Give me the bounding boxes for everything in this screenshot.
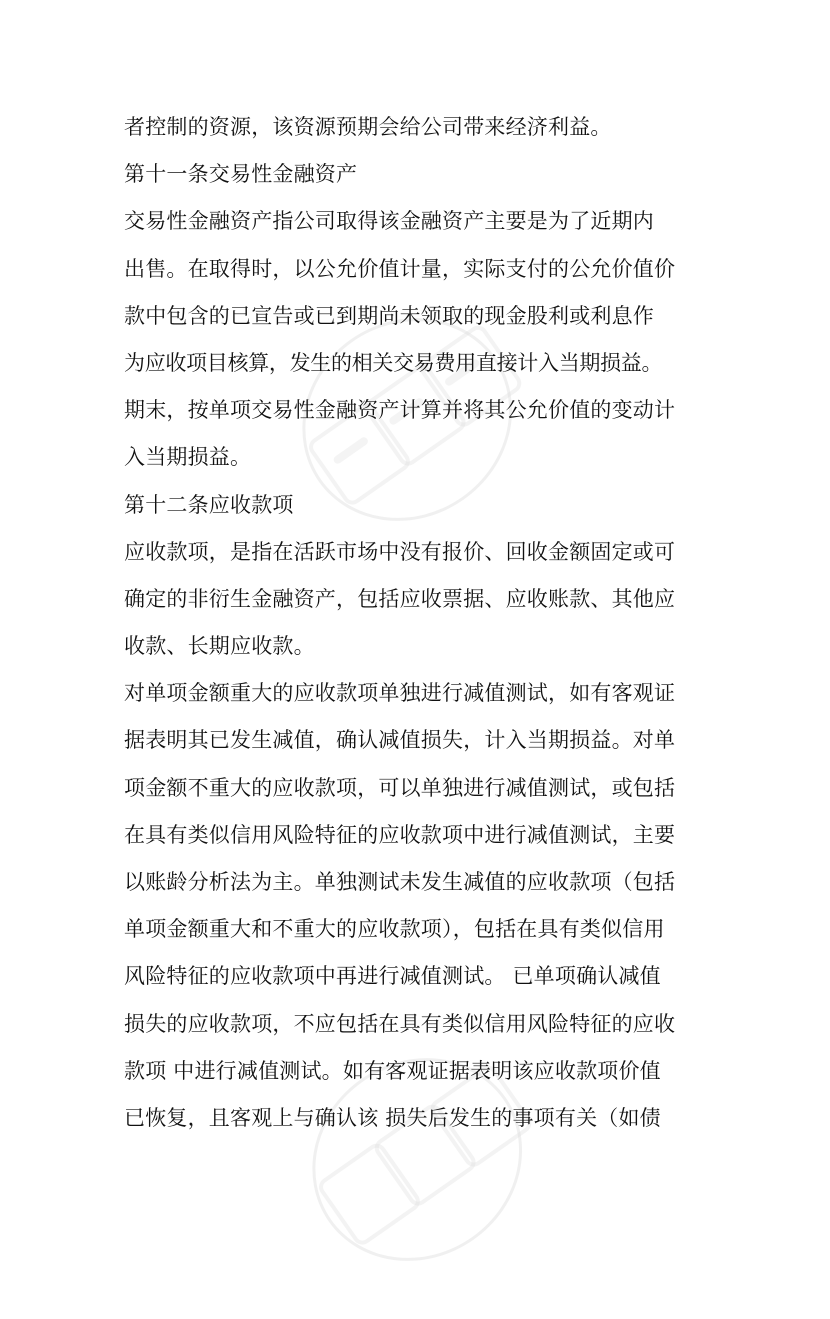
text-line-10: 应收款项，是指在活跃市场中没有报价、回收金额固定或可 (124, 539, 676, 564)
text-line-22: 已恢复，且客观上与确认该 损失后发生的事项有关（如债 (124, 1105, 661, 1130)
text-line-16: 在具有类似信用风险特征的应收款项中进行减值测试，主要 (124, 822, 676, 847)
text-line-18: 单项金额重大和不重大的应收款项），包括在具有类似信用 (124, 917, 665, 942)
watermark-glyph (315, 1140, 424, 1249)
text-line-3: 交易性金融资产指公司取得该金融资产主要是为了近期内 (124, 209, 654, 234)
text-line-12: 收款、长期应收款。 (124, 634, 315, 659)
text-line-21: 款项 中进行减值测试。如有客观证据表明该应收款项价值 (124, 1058, 661, 1083)
text-line-4: 出售。在取得时，以公允价值计量，实际支付的公允价值价 (124, 256, 676, 281)
text-line-6: 为应收项目核算，发生的相关交易费用直接计入当期损益。 (124, 350, 663, 375)
document-body (124, 104, 714, 1142)
text-line-17: 以账龄分析法为主。单独测试未发生减值的应收款项（包括 (124, 870, 676, 894)
text-line-8: 入当期损益。 (124, 445, 252, 470)
text-line-1: 者控制的资源，该资源预期会给公司带来经济利益。 (124, 115, 612, 139)
article-heading-11: 第十一条交易性金融资产 (124, 162, 358, 187)
text-line-20: 损失的应收款项，不应包括在具有类似信用风险特征的应收 (124, 1011, 676, 1036)
text-line-19: 风险特征的应收款项中再进行减值测试。 已单项确认减值 (124, 964, 661, 989)
text-line-5: 款中包含的已宣告或已到期尚未领取的现金股利或利息作 (124, 303, 654, 328)
text-line-15: 项金额不重大的应收款项，可以单独进行减值测试，或包括 (124, 775, 676, 800)
text-line-13: 对单项金额重大的应收款项单独进行减值测试，如有客观证 (124, 681, 676, 706)
text-line-14: 据表明其已发生减值，确认减值损失，计入当期损益。对单 (124, 728, 676, 753)
text-line-11: 确定的非衍生金融资产，包括应收票据、应收账款、其他应 (124, 586, 676, 611)
article-heading-12: 第十二条应收款项 (124, 492, 294, 517)
text-line-7: 期末，按单项交易性金融资产计算并将其公允价值的变动计 (124, 398, 676, 423)
